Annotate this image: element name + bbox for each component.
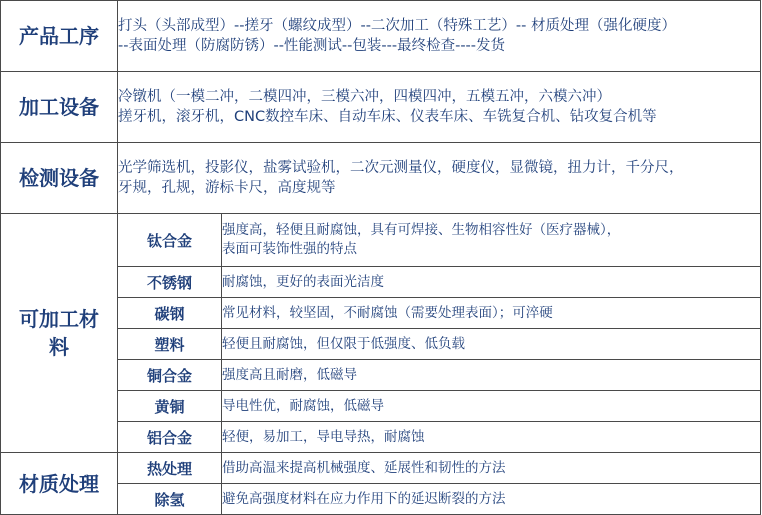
material-desc-line-2: 表面可装饰性强的特点 [222, 241, 357, 257]
process-label: 产品工序 [1, 1, 118, 72]
material-desc: 轻便且耐腐蚀，但仅限于低强度、低负载 [222, 329, 761, 360]
materials-label [1, 214, 118, 453]
material-row [1, 214, 761, 267]
material-name: 铝合金 [118, 422, 222, 453]
material-name: 碳钢 [118, 298, 222, 329]
process-steps-line-2: --表面处理（防腐防锈）--性能测试--包装---最终检查----发货 [118, 38, 506, 54]
equipment-list [118, 72, 761, 143]
equipment-label: 加工设备 [1, 72, 118, 143]
treatment-name: 热处理 [118, 453, 222, 484]
inspection-label: 检测设备 [1, 143, 118, 214]
treatment-desc: 借助高温来提高机械强度、延展性和韧性的方法 [222, 453, 761, 484]
material-desc: 常见材料，较坚固，不耐腐蚀（需要处理表面）；可淬硬 [222, 298, 761, 329]
materials-label-line-1: 可加工材 [19, 307, 99, 331]
inspection-line-1: 光学筛选机，投影仪，盐雾试验机，二次元测量仪，硬度仪，显微镜，扭力计，千分尺， [118, 160, 684, 176]
process-row [1, 1, 761, 72]
equipment-row [1, 72, 761, 143]
inspection-line-2: 牙规，孔规，游标卡尺，高度规等 [118, 180, 336, 196]
process-steps-line-1: 打头（头部成型）--搓牙（螺纹成型）--二次加工（特殊工艺）-- 材质处理（强化硬度） [118, 18, 676, 34]
treatment-desc: 避免高强度材料在应力作用下的延迟断裂的方法 [222, 484, 761, 515]
process-steps [118, 1, 761, 72]
material-name: 铜合金 [118, 360, 222, 391]
material-name: 不锈钢 [118, 267, 222, 298]
inspection-list [118, 143, 761, 214]
treatment-name: 除氢 [118, 484, 222, 515]
material-desc: 强度高且耐磨，低磁导 [222, 360, 761, 391]
material-name: 钛合金 [118, 214, 222, 267]
material-name: 黄铜 [118, 391, 222, 422]
material-name: 塑料 [118, 329, 222, 360]
material-desc: 轻便，易加工，导电导热，耐腐蚀 [222, 422, 761, 453]
equipment-line-1: 冷镦机（一模二冲，二模四冲，三模六冲，四模四冲，五模五冲，六模六冲） [118, 89, 611, 105]
inspection-row [1, 143, 761, 214]
materials-label-line-2: 料 [49, 335, 69, 359]
material-desc [222, 214, 761, 267]
material-desc: 导电性优，耐腐蚀，低磁导 [222, 391, 761, 422]
treatment-row [1, 453, 761, 484]
material-desc: 耐腐蚀，更好的表面光洁度 [222, 267, 761, 298]
equipment-line-2: 搓牙机，滚牙机，CNC数控车床、自动车床、仪表车床、车铣复合机、钻攻复合机等 [118, 109, 657, 125]
material-desc-line-1: 强度高，轻便且耐腐蚀，具有可焊接、生物相容性好（医疗器械）， [222, 222, 621, 238]
treatment-label: 材质处理 [1, 453, 118, 515]
